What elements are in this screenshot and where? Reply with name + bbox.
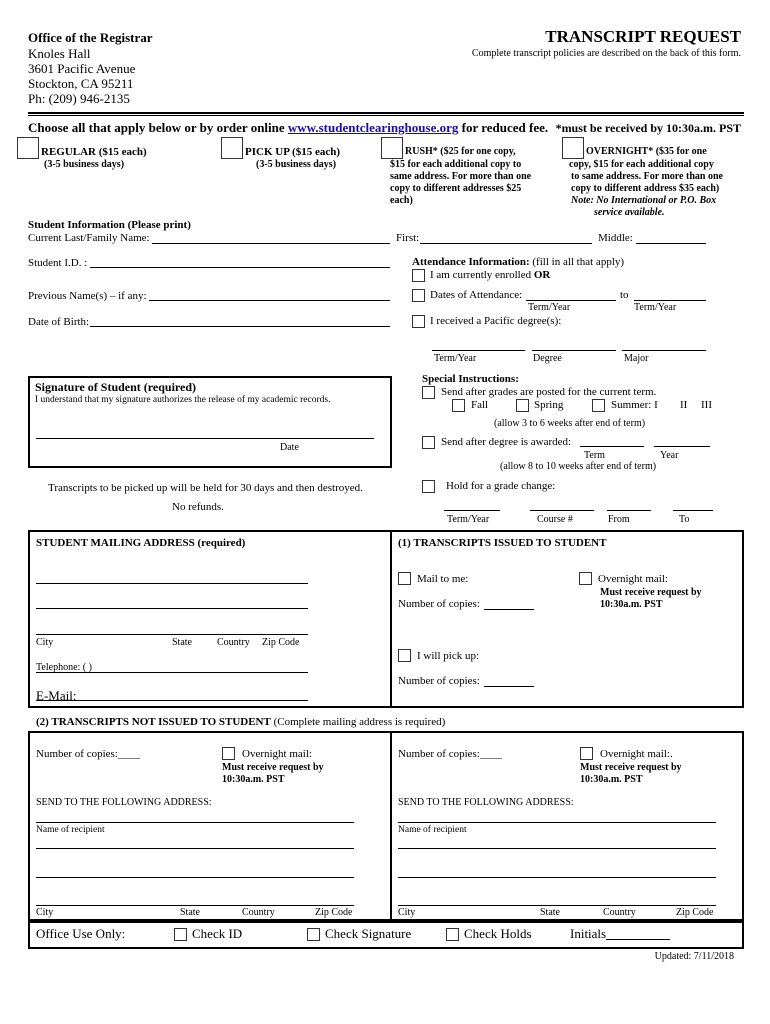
phone-line: Ph: (209) 946-2135 xyxy=(28,91,130,106)
rush-detail: $15 for each additional copy to xyxy=(390,159,522,170)
degree-year-label: Year xyxy=(660,450,679,461)
overnight-detail: copy, $15 for each additional copy xyxy=(569,159,714,170)
summer-ii-label: II xyxy=(680,399,688,411)
student-info-heading: Student Information (Please print) xyxy=(28,219,191,231)
degree-term-year-field[interactable] xyxy=(432,350,525,351)
no-refunds-note: No refunds. xyxy=(172,501,224,513)
dates-attendance-label: Dates of Attendance: xyxy=(430,289,523,301)
overnight-note: Note: No International or P.O. Box xyxy=(571,195,717,206)
signature-date-label: Date xyxy=(280,442,299,453)
right-copies-label: Number of copies:____ xyxy=(398,748,502,760)
signature-field[interactable] xyxy=(36,438,374,439)
left-overnight-checkbox[interactable] xyxy=(222,747,235,760)
initials-field[interactable] xyxy=(606,939,670,940)
left-overnight-label: Overnight mail: xyxy=(242,748,312,760)
left-city-line[interactable] xyxy=(36,905,354,906)
special-instructions-heading: Special Instructions: xyxy=(422,373,519,385)
initials-label: Initials xyxy=(570,926,607,941)
mail-to-me-label: Mail to me: xyxy=(417,573,469,585)
student-id-field[interactable] xyxy=(90,267,390,268)
not-issued-heading-rest: (Complete mailing address is required) xyxy=(273,716,446,728)
right-must-receive: Must receive request by xyxy=(580,762,682,773)
right-time: 10:30a.m. PST xyxy=(580,774,643,785)
overnight-checkbox[interactable] xyxy=(562,137,584,159)
left-state-label: State xyxy=(180,907,200,918)
spring-checkbox[interactable] xyxy=(516,399,529,412)
sub-major: Major xyxy=(624,353,649,364)
regular-days: (3-5 business days) xyxy=(44,159,125,170)
choose-lead: Choose all that apply below or by order online xyxy=(28,120,285,135)
grades-timing-note: (allow 3 to 6 weeks after end of term) xyxy=(494,418,646,429)
check-signature-checkbox[interactable] xyxy=(307,928,320,941)
first-name-label: First: xyxy=(396,232,420,244)
left-send-to-label: SEND TO THE FOLLOWING ADDRESS: xyxy=(36,797,212,808)
clearinghouse-link[interactable]: www.studentclearinghouse.org xyxy=(287,120,459,135)
attendance-heading-rest: (fill in all that apply) xyxy=(532,256,625,268)
grade-change-label: Hold for a grade change: xyxy=(446,480,556,492)
not-issued-heading-bold: (2) TRANSCRIPTS NOT ISSUED TO STUDENT xyxy=(36,716,271,728)
issued-overnight-checkbox[interactable] xyxy=(579,572,592,585)
after-degree-label: Send after degree is awarded: xyxy=(441,436,572,448)
first-name-field[interactable] xyxy=(420,243,592,244)
mailing-line-1[interactable] xyxy=(36,583,308,584)
right-address-line-1[interactable] xyxy=(398,848,716,849)
mail-to-me-checkbox[interactable] xyxy=(398,572,411,585)
not-issued-divider xyxy=(390,731,392,921)
degree-checkbox[interactable] xyxy=(412,315,425,328)
choose-line xyxy=(28,120,548,136)
rush-detail: same address. For more than one xyxy=(390,171,532,182)
student-id-label: Student I.D. : xyxy=(28,257,88,269)
after-grades-checkbox[interactable] xyxy=(422,386,435,399)
right-recipient-label: Name of recipient xyxy=(398,825,467,835)
degree-year-field[interactable] xyxy=(654,446,710,447)
issued-copies-field[interactable] xyxy=(484,609,534,610)
rush-detail: copy to different addresses $25 xyxy=(390,183,522,194)
degree-name-field[interactable] xyxy=(532,350,616,351)
office-name: Office of the Registrar xyxy=(28,30,153,45)
right-overnight-checkbox[interactable] xyxy=(580,747,593,760)
email-field[interactable] xyxy=(36,700,308,701)
pickup-copies-field[interactable] xyxy=(484,686,534,687)
right-address-line-2[interactable] xyxy=(398,877,716,878)
telephone-field[interactable] xyxy=(36,672,308,673)
left-address-line-1[interactable] xyxy=(36,848,354,849)
left-recipient-label: Name of recipient xyxy=(36,825,105,835)
mailing-issued-box xyxy=(28,530,744,708)
pickup-copies-label: Number of copies: xyxy=(398,675,480,687)
overnight-note: service available. xyxy=(594,207,665,218)
hold-from-field[interactable] xyxy=(607,510,651,511)
enrolled-label xyxy=(430,269,550,281)
check-id-checkbox[interactable] xyxy=(174,928,187,941)
issued-copies-label: Number of copies: xyxy=(398,598,480,610)
issued-heading: (1) TRANSCRIPTS ISSUED TO STUDENT xyxy=(398,537,607,549)
signature-heading: Signature of Student (required) xyxy=(35,380,197,394)
dob-label: Date of Birth: xyxy=(28,316,90,328)
not-issued-heading xyxy=(36,716,445,728)
issued-must-receive: Must receive request by xyxy=(600,587,702,598)
regular-label: REGULAR ($15 each) xyxy=(41,146,147,158)
fall-label: Fall xyxy=(471,399,489,411)
hold-term-year-label: Term/Year xyxy=(447,514,490,525)
deadline-note: *must be received by 10:30a.m. PST xyxy=(555,121,741,135)
overnight-detail: to same address. For more than one xyxy=(571,171,723,182)
regular-checkbox[interactable] xyxy=(17,137,39,159)
last-name-label: Current Last/Family Name: xyxy=(28,232,150,244)
summer-label: Summer: I xyxy=(611,399,658,411)
overnight-detail: copy to different address $35 each) xyxy=(571,183,720,194)
left-recipient-line[interactable] xyxy=(36,822,354,823)
enrolled-or: OR xyxy=(533,269,551,281)
address-line: 3601 Pacific Avenue xyxy=(28,61,136,76)
middle-name-field[interactable] xyxy=(636,243,706,244)
fall-checkbox[interactable] xyxy=(452,399,465,412)
page-title: TRANSCRIPT REQUEST xyxy=(545,27,741,46)
hold-term-year-field[interactable] xyxy=(444,510,500,511)
mailing-line-2[interactable] xyxy=(36,608,308,609)
degree-label: I received a Pacific degree(s): xyxy=(430,315,562,327)
hold-course-label: Course # xyxy=(537,514,573,525)
rush-detail: each) xyxy=(390,195,413,206)
right-recipient-line[interactable] xyxy=(398,822,716,823)
check-signature-label: Check Signature xyxy=(325,926,412,941)
term-year-label: Term/Year xyxy=(634,302,677,313)
mailing-issued-divider xyxy=(390,530,392,708)
attendance-to-field[interactable] xyxy=(634,300,706,301)
degree-timing-note: (allow 8 to 10 weeks after end of term) xyxy=(500,461,657,472)
degree-major-field[interactable] xyxy=(622,350,706,351)
dob-field[interactable] xyxy=(90,326,390,327)
check-id-label: Check ID xyxy=(192,926,243,941)
dates-attendance-checkbox[interactable] xyxy=(412,289,425,302)
sub-degree: Degree xyxy=(533,353,562,364)
attendance-heading xyxy=(412,256,624,268)
left-time: 10:30a.m. PST xyxy=(222,774,285,785)
mailing-state-label: State xyxy=(172,637,192,648)
previous-names-field[interactable] xyxy=(149,300,390,301)
check-holds-label: Check Holds xyxy=(464,926,532,941)
mailing-city-line[interactable] xyxy=(36,634,308,635)
header-divider-thin xyxy=(28,115,744,116)
after-degree-checkbox[interactable] xyxy=(422,436,435,449)
attendance-heading-bold: Attendance Information: xyxy=(412,256,530,268)
left-copies-label: Number of copies:____ xyxy=(36,748,140,760)
right-city-label: City xyxy=(398,907,416,918)
right-send-to-label: SEND TO THE FOLLOWING ADDRESS: xyxy=(398,797,574,808)
summer-iii-label: III xyxy=(701,399,712,411)
right-state-label: State xyxy=(540,907,560,918)
choose-tail: for reduced fee. xyxy=(461,120,549,135)
address-line: Knoles Hall xyxy=(28,46,91,61)
degree-term-label: Term xyxy=(584,450,605,461)
previous-names-label: Previous Name(s) – if any: xyxy=(28,290,147,302)
mailing-city-label: City xyxy=(36,637,54,648)
pickup-hold-note: Transcripts to be picked up will be held for 30 days and then destroyed. xyxy=(48,482,363,494)
attendance-from-field[interactable] xyxy=(526,300,616,301)
right-zip-label: Zip Code xyxy=(676,907,714,918)
mailing-zip-label: Zip Code xyxy=(262,637,300,648)
degree-term-field[interactable] xyxy=(580,446,644,447)
check-holds-checkbox[interactable] xyxy=(446,928,459,941)
hold-to-label: To xyxy=(679,514,690,525)
rush-label: RUSH* ($25 for one copy, xyxy=(405,146,516,157)
updated-date: Updated: 7/11/2018 xyxy=(654,951,734,962)
hold-to-field[interactable] xyxy=(673,510,713,511)
mailing-heading: STUDENT MAILING ADDRESS (required) xyxy=(36,537,246,549)
office-use-label: Office Use Only: xyxy=(36,926,126,941)
signature-consent-text: I understand that my signature authorizes the release of my academic records. xyxy=(35,395,331,405)
enrolled-text: I am currently enrolled xyxy=(430,269,532,281)
right-city-line[interactable] xyxy=(398,905,716,906)
mailing-country-label: Country xyxy=(217,637,250,648)
will-pick-up-checkbox[interactable] xyxy=(398,649,411,662)
hold-course-field[interactable] xyxy=(530,510,594,511)
middle-name-label: Middle: xyxy=(598,232,633,244)
overnight-label: OVERNIGHT* ($35 for one xyxy=(586,146,707,157)
left-must-receive: Must receive request by xyxy=(222,762,324,773)
will-pick-up-label: I will pick up: xyxy=(417,650,480,662)
left-zip-label: Zip Code xyxy=(315,907,353,918)
last-name-field[interactable] xyxy=(152,243,390,244)
header-divider xyxy=(28,112,744,114)
spring-label: Spring xyxy=(534,399,564,411)
telephone-label: Telephone: ( ) xyxy=(36,662,92,673)
email-label: E-Mail: xyxy=(36,688,77,703)
pickup-days: (3-5 business days) xyxy=(256,159,337,170)
address-line: Stockton, CA 95211 xyxy=(28,76,134,91)
sub-term-year: Term/Year xyxy=(434,353,477,364)
left-address-line-2[interactable] xyxy=(36,877,354,878)
after-grades-label: Send after grades are posted for the current term. xyxy=(441,386,657,398)
pickup-checkbox[interactable] xyxy=(221,137,243,159)
enrolled-checkbox[interactable] xyxy=(412,269,425,282)
issued-overnight-label: Overnight mail: xyxy=(598,573,668,585)
pickup-label: PICK UP ($15 each) xyxy=(245,146,341,158)
right-country-label: Country xyxy=(603,907,636,918)
hold-from-label: From xyxy=(608,514,630,525)
left-country-label: Country xyxy=(242,907,275,918)
summer-checkbox[interactable] xyxy=(592,399,605,412)
term-year-label: Term/Year xyxy=(528,302,571,313)
rush-checkbox[interactable] xyxy=(381,137,403,159)
right-overnight-label: Overnight mail:. xyxy=(600,748,673,760)
grade-change-checkbox[interactable] xyxy=(422,480,435,493)
policies-note: Complete transcript policies are described on the back of this form. xyxy=(471,48,741,59)
to-label: to xyxy=(620,289,629,301)
issued-time: 10:30a.m. PST xyxy=(600,599,663,610)
left-city-label: City xyxy=(36,907,54,918)
